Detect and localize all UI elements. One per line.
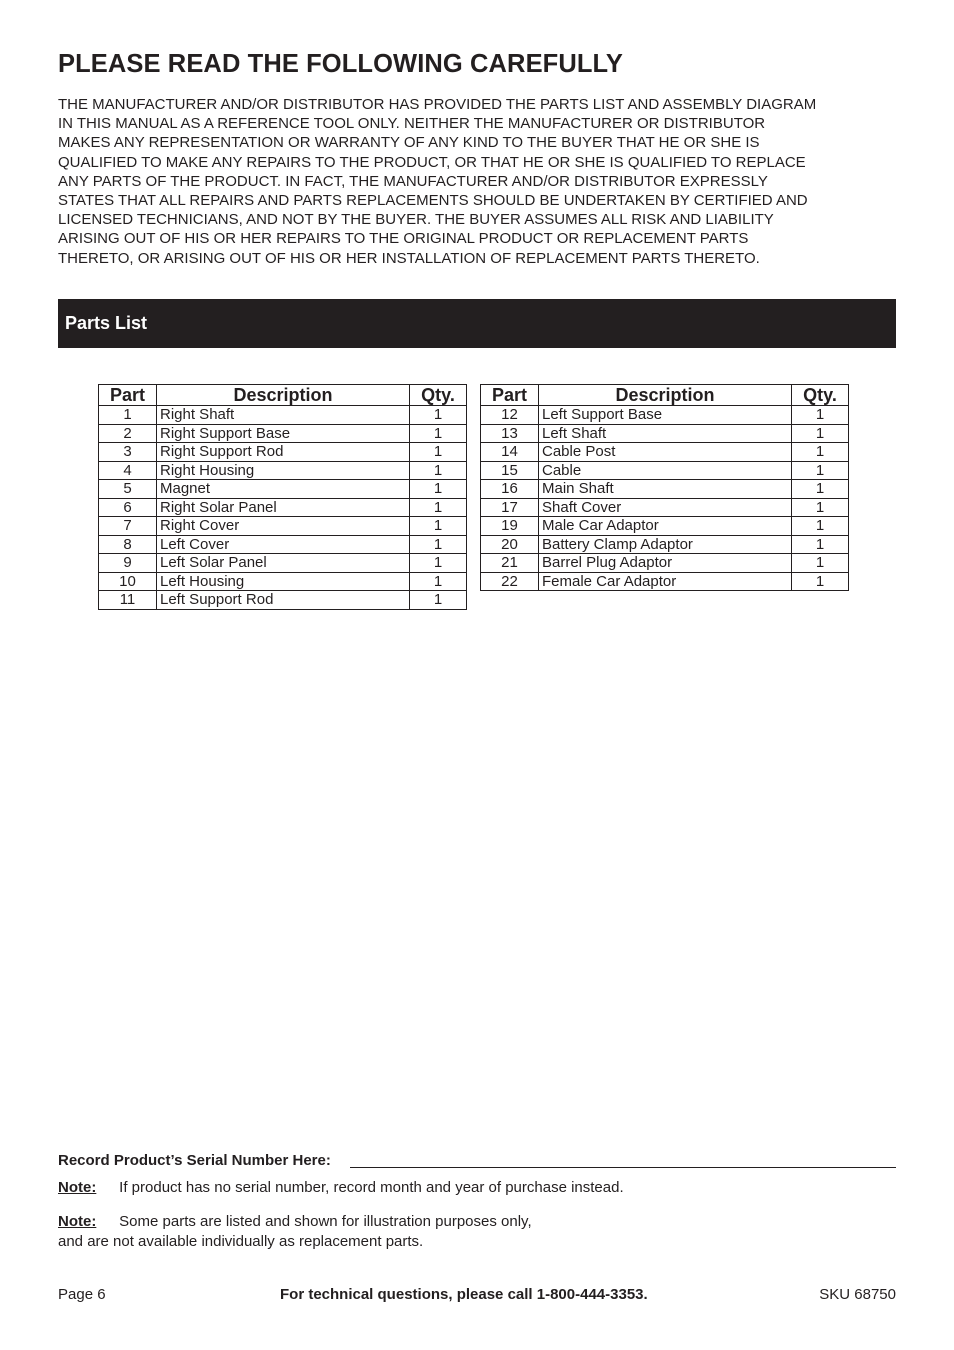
- section-title: Parts List: [65, 313, 148, 333]
- part-qty-cell: 1: [410, 572, 467, 591]
- table-row: [481, 517, 849, 536]
- serial-number-field[interactable]: [58, 1152, 896, 1169]
- table-row: [481, 406, 849, 425]
- part-description-cell: Barrel Plug Adaptor: [539, 554, 792, 573]
- part-qty-cell: 1: [792, 572, 849, 591]
- serial-number-label: Record Product’s Serial Number Here:: [58, 1152, 331, 1169]
- sku-number: SKU 68750: [819, 1286, 896, 1303]
- disclaimer-line: IN THIS MANUAL AS A REFERENCE TOOL ONLY. NEITHER THE MANUFACTURER OR DISTRIBUTOR: [58, 115, 766, 133]
- part-description-cell: Left Support Base: [539, 406, 792, 425]
- part-number-cell: 14: [481, 443, 539, 462]
- part-qty-cell: 1: [792, 480, 849, 499]
- table-row: [481, 480, 849, 499]
- disclaimer-line: THE MANUFACTURER AND/OR DISTRIBUTOR HAS PROVIDED THE PARTS LIST AND ASSEMBLY DIAGRAM: [58, 96, 817, 113]
- part-number-cell: 17: [481, 498, 539, 517]
- table-header-row: [99, 385, 467, 406]
- disclaimer-line: MAKES ANY REPRESENTATION OR WARRANTY OF ANY KIND TO THE BUYER THAT HE OR SHE IS: [58, 134, 760, 152]
- note-text: If product has no serial number, record month and year of purchase instead.: [119, 1179, 624, 1196]
- part-qty-cell: 1: [410, 498, 467, 517]
- part-description-cell: Left Solar Panel: [157, 554, 410, 573]
- part-number-cell: 4: [99, 461, 157, 480]
- page-number: Page 6: [58, 1286, 106, 1303]
- disclaimer-line: THERETO, OR ARISING OUT OF HIS OR HER INSTALLATION OF REPLACEMENT PARTS THERETO.: [58, 249, 760, 267]
- part-description-cell: Left Housing: [157, 572, 410, 591]
- part-number-cell: 9: [99, 554, 157, 573]
- part-description-cell: Shaft Cover: [539, 498, 792, 517]
- part-number-cell: 19: [481, 517, 539, 536]
- part-qty-cell: 1: [792, 406, 849, 425]
- part-description-cell: Main Shaft: [539, 480, 792, 499]
- part-number-cell: 5: [99, 480, 157, 499]
- table-row: [481, 443, 849, 462]
- serial-number-line[interactable]: [350, 1167, 896, 1168]
- part-description-cell: Left Support Rod: [157, 591, 410, 610]
- table-row: [99, 461, 467, 480]
- part-number-cell: 16: [481, 480, 539, 499]
- table-row: [99, 406, 467, 425]
- part-description-cell: Left Shaft: [539, 424, 792, 443]
- table-row: [481, 535, 849, 554]
- tech-support-phone: For technical questions, please call 1-800-444-3353.: [280, 1286, 648, 1303]
- table-row: [481, 572, 849, 591]
- note-text-continued: and are not available individually as replacement parts.: [58, 1232, 424, 1250]
- part-number-cell: 21: [481, 554, 539, 573]
- part-description-cell: Left Cover: [157, 535, 410, 554]
- part-qty-cell: 1: [792, 554, 849, 573]
- part-description-cell: Right Shaft: [157, 406, 410, 425]
- part-qty-cell: 1: [792, 535, 849, 554]
- header-part: Part: [99, 385, 157, 406]
- part-number-cell: 2: [99, 424, 157, 443]
- part-qty-cell: 1: [410, 461, 467, 480]
- note-label: Note:: [58, 1179, 97, 1196]
- part-number-cell: 10: [99, 572, 157, 591]
- page-title: PLEASE READ THE FOLLOWING CAREFULLY: [58, 50, 623, 78]
- disclaimer-text: [58, 95, 898, 268]
- part-qty-cell: 1: [410, 443, 467, 462]
- table-row: [99, 591, 467, 610]
- note-parts: [58, 1212, 532, 1251]
- table-row: [99, 572, 467, 591]
- part-description-cell: Cable: [539, 461, 792, 480]
- header-qty: Qty.: [792, 385, 849, 406]
- part-number-cell: 22: [481, 572, 539, 591]
- part-description-cell: Magnet: [157, 480, 410, 499]
- disclaimer-line: ARISING OUT OF HIS OR HER REPAIRS TO THE ORIGINAL PRODUCT OR REPLACEMENT PARTS: [58, 230, 749, 248]
- part-description-cell: Male Car Adaptor: [539, 517, 792, 536]
- part-description-cell: Right Housing: [157, 461, 410, 480]
- note-label: Note:: [58, 1213, 97, 1230]
- part-qty-cell: 1: [410, 424, 467, 443]
- part-description-cell: Cable Post: [539, 443, 792, 462]
- part-qty-cell: 1: [410, 480, 467, 499]
- disclaimer-line: LICENSED TECHNICIANS, AND NOT BY THE BUYER. THE BUYER ASSUMES ALL RISK AND LIABILITY: [58, 211, 774, 229]
- table-row: [481, 498, 849, 517]
- note-serial: [58, 1178, 624, 1198]
- part-description-cell: Right Support Base: [157, 424, 410, 443]
- table-row: [99, 498, 467, 517]
- part-number-cell: 7: [99, 517, 157, 536]
- part-qty-cell: 1: [410, 406, 467, 425]
- parts-table-left: [98, 384, 467, 610]
- table-row: [481, 461, 849, 480]
- part-number-cell: 1: [99, 406, 157, 425]
- part-description-cell: Right Cover: [157, 517, 410, 536]
- part-number-cell: 11: [99, 591, 157, 610]
- part-description-cell: Right Solar Panel: [157, 498, 410, 517]
- table-row: [99, 535, 467, 554]
- table-row: [481, 424, 849, 443]
- part-qty-cell: 1: [792, 443, 849, 462]
- section-header-bar: [58, 299, 896, 348]
- part-description-cell: Right Support Rod: [157, 443, 410, 462]
- part-qty-cell: 1: [410, 535, 467, 554]
- disclaimer-line: STATES THAT ALL REPAIRS AND PARTS REPLACEMENTS SHOULD BE UNDERTAKEN BY CERTIFIED AND: [58, 192, 808, 210]
- disclaimer-line: ANY PARTS OF THE PRODUCT. IN FACT, THE MANUFACTURER AND/OR DISTRIBUTOR EXPRESSLY: [58, 172, 768, 190]
- header-part: Part: [481, 385, 539, 406]
- part-number-cell: 13: [481, 424, 539, 443]
- parts-table-right: [480, 384, 849, 591]
- part-qty-cell: 1: [792, 517, 849, 536]
- part-qty-cell: 1: [792, 461, 849, 480]
- part-qty-cell: 1: [410, 517, 467, 536]
- note-text: Some parts are listed and shown for illustration purposes only,: [119, 1213, 532, 1230]
- part-description-cell: Female Car Adaptor: [539, 572, 792, 591]
- part-number-cell: 3: [99, 443, 157, 462]
- header-description: Description: [539, 385, 792, 406]
- disclaimer-line: QUALIFIED TO MAKE ANY REPAIRS TO THE PRODUCT, OR THAT HE OR SHE IS QUALIFIED TO REPLACE: [58, 153, 806, 171]
- table-header-row: [481, 385, 849, 406]
- table-row: [99, 424, 467, 443]
- part-number-cell: 15: [481, 461, 539, 480]
- table-row: [99, 443, 467, 462]
- part-number-cell: 12: [481, 406, 539, 425]
- table-row: [99, 554, 467, 573]
- part-qty-cell: 1: [410, 554, 467, 573]
- part-qty-cell: 1: [792, 498, 849, 517]
- part-number-cell: 6: [99, 498, 157, 517]
- part-qty-cell: 1: [410, 591, 467, 610]
- header-qty: Qty.: [410, 385, 467, 406]
- part-number-cell: 20: [481, 535, 539, 554]
- header-description: Description: [157, 385, 410, 406]
- table-row: [99, 517, 467, 536]
- part-description-cell: Battery Clamp Adaptor: [539, 535, 792, 554]
- part-number-cell: 8: [99, 535, 157, 554]
- table-row: [481, 554, 849, 573]
- table-row: [99, 480, 467, 499]
- part-qty-cell: 1: [792, 424, 849, 443]
